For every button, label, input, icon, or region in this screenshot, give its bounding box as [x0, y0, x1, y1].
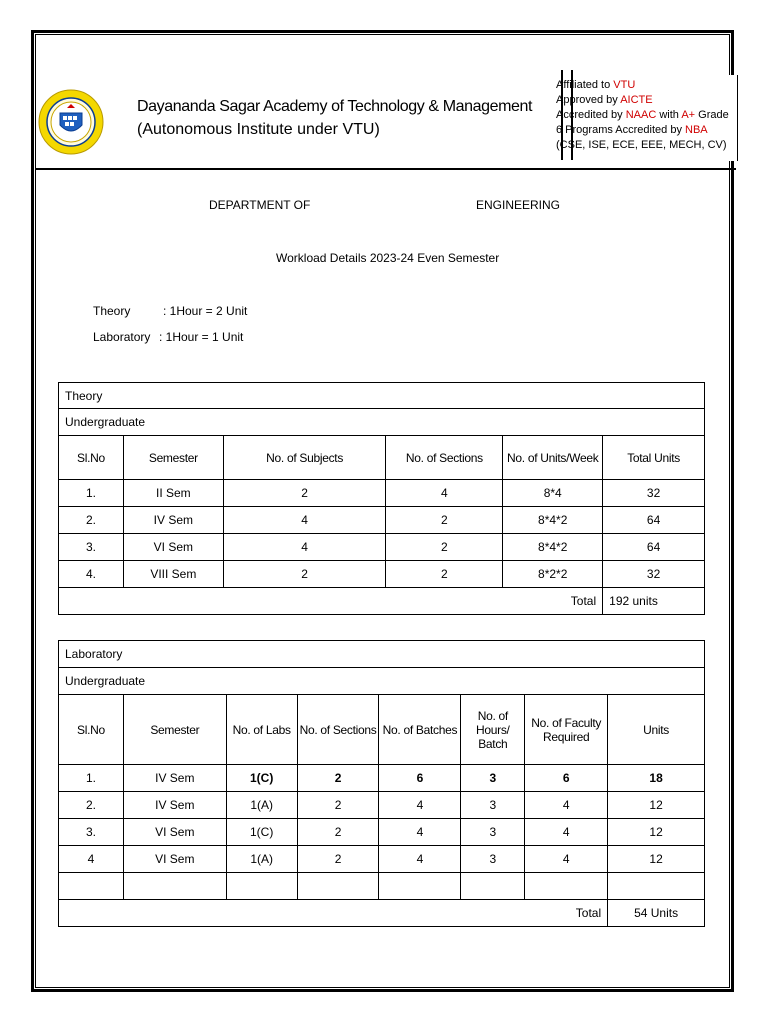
- table-cell: 6: [379, 765, 461, 792]
- table-cell: 8*4*2: [503, 507, 603, 534]
- table-cell: 4: [386, 480, 503, 507]
- table-row: [59, 480, 705, 507]
- table-cell: 64: [603, 534, 705, 561]
- column-header: No. of Faculty Required: [525, 695, 608, 765]
- total-label: Total: [59, 588, 603, 615]
- table-cell: 2.: [59, 507, 124, 534]
- table-cell: [379, 873, 461, 900]
- table-cell: 1(A): [226, 792, 297, 819]
- accreditation-line: 6 Programs Accredited by NBA: [556, 124, 708, 136]
- table-cell: 4: [223, 507, 386, 534]
- column-header: No. of Labs: [226, 695, 297, 765]
- column-header: No. of Subjects: [223, 436, 386, 480]
- table-cell: 2: [223, 480, 386, 507]
- header-divider: [35, 168, 736, 170]
- table-cell: 2.: [59, 792, 124, 819]
- table-cell: VI Sem: [123, 819, 226, 846]
- institute-logo-icon: [38, 89, 104, 155]
- theory-rule-label: Theory: [93, 304, 131, 318]
- table-row: [59, 792, 705, 819]
- table-cell: 2: [297, 792, 379, 819]
- table-row: [59, 507, 705, 534]
- table-cell: 3: [461, 846, 525, 873]
- total-label: Total: [59, 900, 608, 927]
- lab-level: Undergraduate: [59, 668, 705, 695]
- column-header: No. of Hours/ Batch: [461, 695, 525, 765]
- institute-subtitle: (Autonomous Institute under VTU): [137, 121, 380, 138]
- table-cell: [59, 873, 124, 900]
- column-header: Sl.No: [59, 695, 124, 765]
- theory-section-title: Theory: [59, 383, 705, 409]
- accreditation-line: (CSE, ISE, ECE, EEE, MECH, CV): [556, 139, 727, 151]
- department-label: DEPARTMENT OF: [209, 198, 311, 212]
- table-row: [59, 819, 705, 846]
- accreditation-line: Accredited by NAAC with A+ Grade: [556, 109, 729, 121]
- accreditation-line: Approved by AICTE: [556, 94, 653, 106]
- table-cell: 2: [297, 846, 379, 873]
- table-cell: VI Sem: [123, 534, 223, 561]
- table-cell: 6: [525, 765, 608, 792]
- column-header: Total Units: [603, 436, 705, 480]
- table-cell: VI Sem: [123, 846, 226, 873]
- table-cell: [608, 873, 705, 900]
- institute-name: Dayananda Sagar Academy of Technology & Management: [137, 98, 533, 115]
- table-cell: 2: [386, 534, 503, 561]
- theory-table: [58, 382, 705, 615]
- table-cell: 4: [525, 819, 608, 846]
- total-value: 54 Units: [608, 900, 705, 927]
- column-header: No. of Batches: [379, 695, 461, 765]
- table-cell: 3.: [59, 534, 124, 561]
- table-cell: 18: [608, 765, 705, 792]
- table-cell: 4.: [59, 561, 124, 588]
- column-header: Semester: [123, 695, 226, 765]
- table-cell: 32: [603, 480, 705, 507]
- empty-row: [59, 873, 705, 900]
- table-cell: 3: [461, 765, 525, 792]
- table-cell: [123, 873, 226, 900]
- table-cell: 2: [297, 765, 379, 792]
- table-cell: 2: [297, 819, 379, 846]
- column-header: No. of Sections: [297, 695, 379, 765]
- column-header: No. of Units/Week: [503, 436, 603, 480]
- table-cell: 12: [608, 819, 705, 846]
- table-cell: IV Sem: [123, 507, 223, 534]
- theory-level: Undergraduate: [59, 409, 705, 436]
- total-row: [59, 900, 705, 927]
- table-cell: [525, 873, 608, 900]
- table-cell: [461, 873, 525, 900]
- table-cell: II Sem: [123, 480, 223, 507]
- table-cell: 8*4*2: [503, 534, 603, 561]
- table-row: [59, 846, 705, 873]
- table-cell: 4: [525, 792, 608, 819]
- table-cell: 12: [608, 846, 705, 873]
- table-cell: 1(C): [226, 819, 297, 846]
- table-cell: 8*2*2: [503, 561, 603, 588]
- column-header: Units: [608, 695, 705, 765]
- table-cell: 1(A): [226, 846, 297, 873]
- table-cell: 2: [386, 561, 503, 588]
- total-value: 192 units: [603, 588, 705, 615]
- table-cell: IV Sem: [123, 792, 226, 819]
- theory-rule-value: : 1Hour = 2 Unit: [163, 304, 248, 318]
- table-cell: 3: [461, 819, 525, 846]
- total-row: [59, 588, 705, 615]
- table-cell: 12: [608, 792, 705, 819]
- lab-section-title: Laboratory: [59, 641, 705, 668]
- lab-rule-label: Laboratory: [93, 330, 151, 344]
- table-cell: 8*4: [503, 480, 603, 507]
- table-cell: 1.: [59, 765, 124, 792]
- table-cell: 2: [386, 507, 503, 534]
- table-cell: 4: [223, 534, 386, 561]
- table-cell: 1.: [59, 480, 124, 507]
- table-row: [59, 765, 705, 792]
- table-cell: 2: [223, 561, 386, 588]
- table-cell: 3.: [59, 819, 124, 846]
- table-cell: 4: [379, 819, 461, 846]
- accreditation-block: [556, 78, 729, 153]
- table-cell: 4: [379, 792, 461, 819]
- table-row: [59, 534, 705, 561]
- department-suffix: ENGINEERING: [476, 198, 561, 212]
- table-cell: 3: [461, 792, 525, 819]
- column-header: Semester: [123, 436, 223, 480]
- table-cell: IV Sem: [123, 765, 226, 792]
- accreditation-line: Affiliated to VTU: [556, 79, 636, 91]
- lab-table: [58, 640, 705, 927]
- document-title: Workload Details 2023-24 Even Semester: [276, 251, 500, 265]
- table-row: [59, 561, 705, 588]
- table-cell: [226, 873, 297, 900]
- table-cell: 64: [603, 507, 705, 534]
- table-cell: 4: [379, 846, 461, 873]
- table-cell: 32: [603, 561, 705, 588]
- column-header: No. of Sections: [386, 436, 503, 480]
- column-header: Sl.No: [59, 436, 124, 480]
- table-cell: 4: [525, 846, 608, 873]
- table-cell: VIII Sem: [123, 561, 223, 588]
- table-cell: 1(C): [226, 765, 297, 792]
- table-cell: 4: [59, 846, 124, 873]
- table-cell: [297, 873, 379, 900]
- lab-rule-value: : 1Hour = 1 Unit: [159, 330, 244, 344]
